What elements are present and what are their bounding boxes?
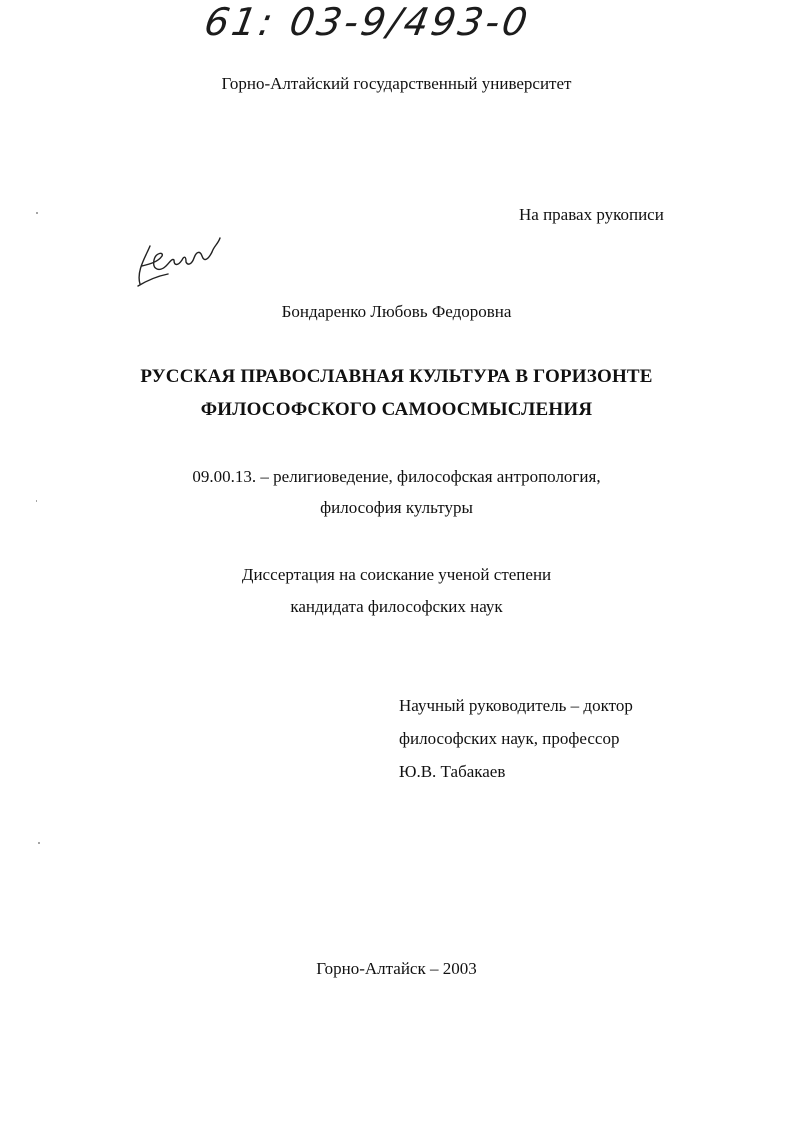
- specialty-line-2: философия культуры: [320, 498, 473, 517]
- degree-line-2: кандидата философских наук: [290, 597, 503, 616]
- place-and-year: Горно-Алтайск – 2003: [316, 959, 477, 978]
- supervisor-line-2: философских наук, профессор: [399, 729, 620, 748]
- dissertation-title-line-2: ФИЛОСОФСКОГО САМООСМЫСЛЕНИЯ: [200, 399, 593, 420]
- dissertation-title-line-1: РУССКАЯ ПРАВОСЛАВНАЯ КУЛЬТУРА В ГОРИЗОНТЕ: [140, 366, 653, 387]
- scan-speck: [36, 500, 37, 502]
- supervisor-line-1: Научный руководитель – доктор: [399, 696, 633, 715]
- scan-speck: [36, 212, 38, 214]
- specialty-line-1: 09.00.13. – религиоведение, философская антропология,: [192, 467, 601, 486]
- university-name: Горно-Алтайский государственный университет: [221, 74, 572, 93]
- supervisor-name: Ю.В. Табакаев: [399, 762, 506, 781]
- handwritten-archive-number: 61: 03-9/493-0: [201, 0, 534, 44]
- signature-image: [128, 226, 228, 296]
- rights-note: На правах рукописи: [519, 205, 664, 224]
- author-name: Бондаренко Любовь Федоровна: [281, 302, 512, 321]
- degree-line-1: Диссертация на соискание ученой степени: [241, 565, 552, 584]
- scan-speck: [38, 842, 40, 844]
